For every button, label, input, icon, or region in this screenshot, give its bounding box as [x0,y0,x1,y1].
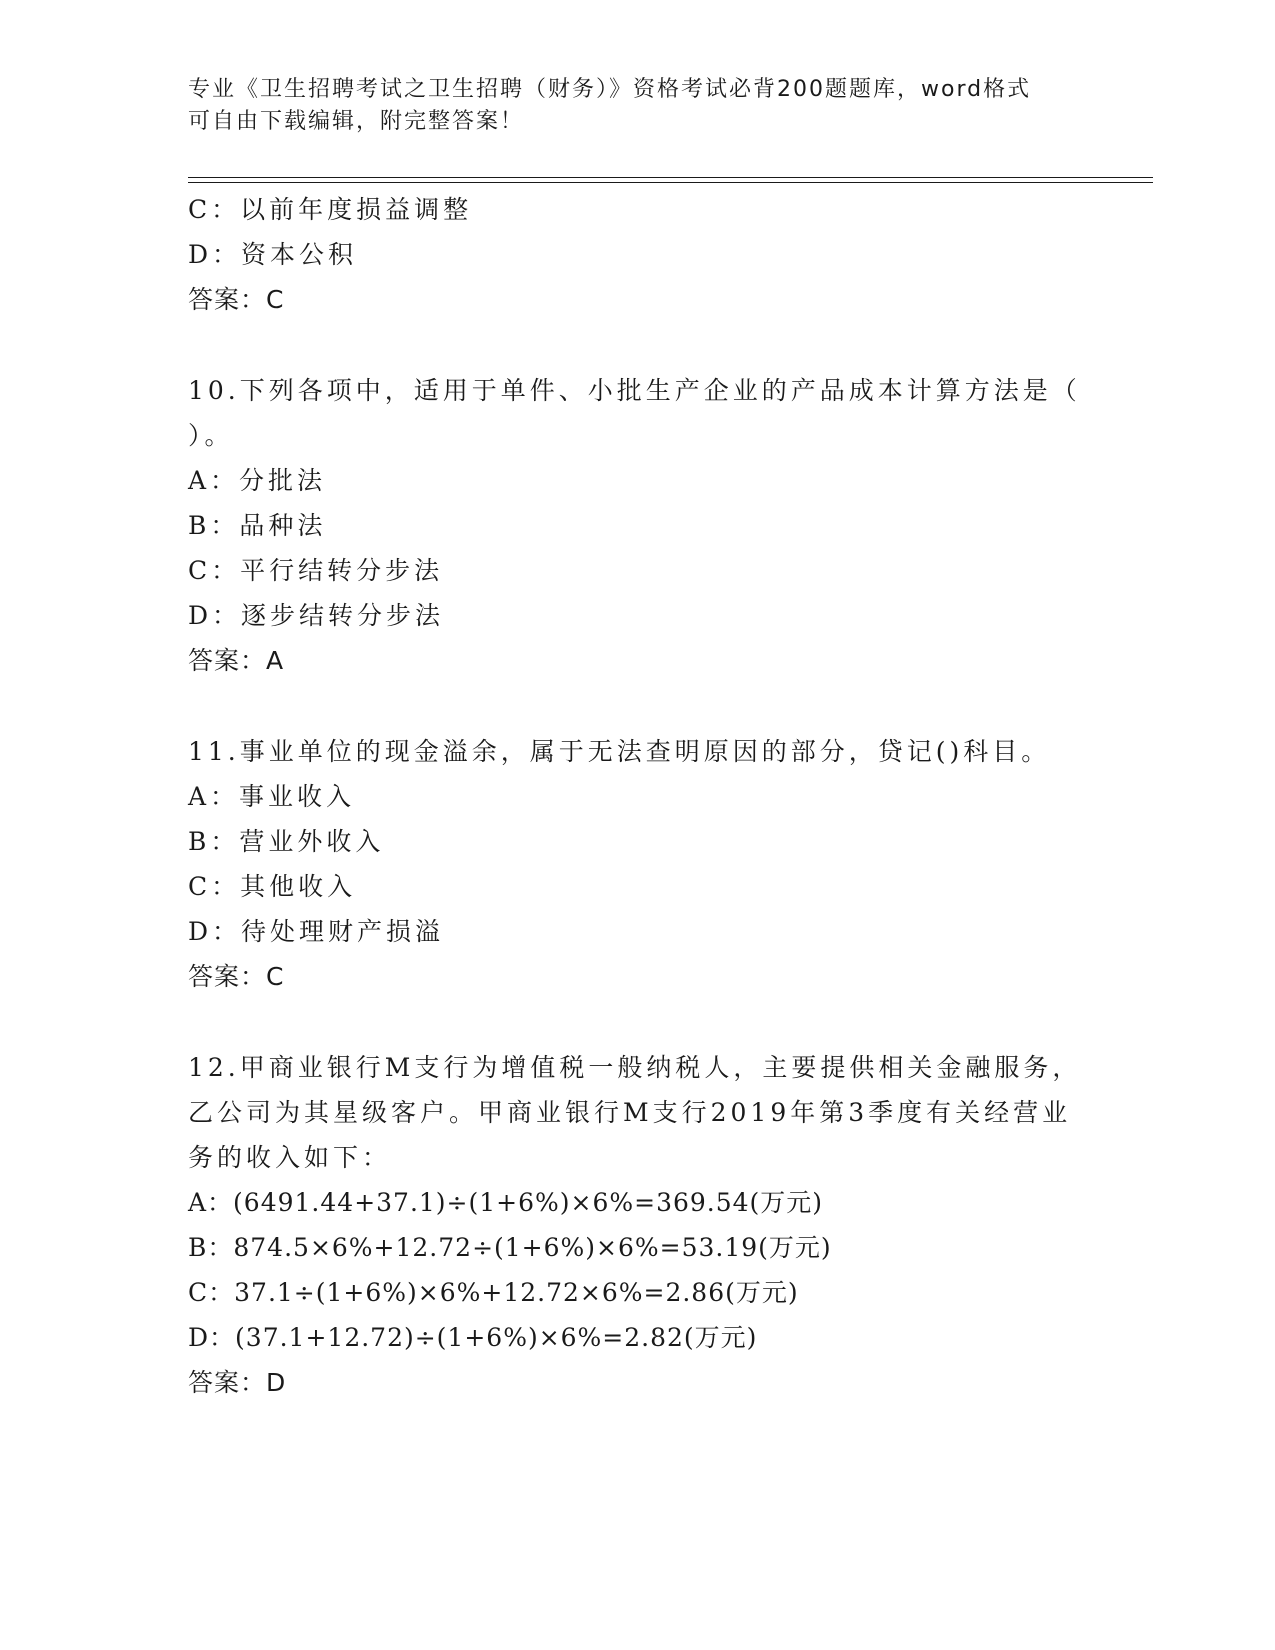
option-d: D：资本公积 [188,240,358,269]
option-b: B：874.5×6%+12.72÷(1+6%)×6%=53.19(万元) [188,1233,832,1262]
option-c: C：其他收入 [188,872,357,901]
document-header [188,74,1088,138]
answer-line: 答案：A [188,646,285,675]
answer-line: 答案：C [188,285,285,314]
option-a: A：分批法 [188,466,327,495]
question-9-tail [188,187,1088,322]
option-a: A：事业收入 [188,782,356,811]
header-line-1: 专业《卫生招聘考试之卫生招聘（财务）》资格考试必背200题题库，word格式 [188,77,1032,102]
answer-line: 答案：D [188,1368,287,1397]
question-10 [188,368,1088,683]
option-c: C：平行结转分步法 [188,556,444,585]
option-d: D：逐步结转分步法 [188,601,445,630]
option-c: C：以前年度损益调整 [188,195,473,224]
header-divider-top [188,177,1153,178]
answer-line: 答案：C [188,962,285,991]
header-line-2: 可自由下载编辑，附完整答案！ [188,109,525,134]
question-text-line: 12.甲商业银行M支行为增值税一般纳税人，主要提供相关金融服务， [188,1053,1082,1082]
header-divider-bottom [188,182,1153,183]
question-11 [188,729,1088,999]
option-b: B：营业外收入 [188,827,385,856]
spacer [188,322,1088,368]
option-d: D：待处理财产损溢 [188,917,445,946]
question-text-line: ）。 [188,421,234,450]
option-b: B：品种法 [188,511,327,540]
option-d: D：(37.1+12.72)÷(1+6%)×6%=2.82(万元) [188,1323,758,1352]
question-text-line: 11.事业单位的现金溢余，属于无法查明原因的部分，贷记()科目。 [188,737,1051,766]
option-a: A：(6491.44+37.1)÷(1+6%)×6%=369.54(万元) [188,1188,824,1217]
spacer [188,683,1088,729]
question-12 [188,1045,1088,1405]
option-c: C：37.1÷(1+6%)×6%+12.72×6%=2.86(万元) [188,1278,799,1307]
spacer [188,999,1088,1045]
question-text-line: 乙公司为其星级客户。甲商业银行M支行2019年第3季度有关经营业 [188,1098,1072,1127]
document-body [188,187,1088,1405]
question-text-line: 务的收入如下： [188,1143,392,1172]
question-text-line: 10.下列各项中，适用于单件、小批生产企业的产品成本计算方法是（ [188,376,1081,405]
